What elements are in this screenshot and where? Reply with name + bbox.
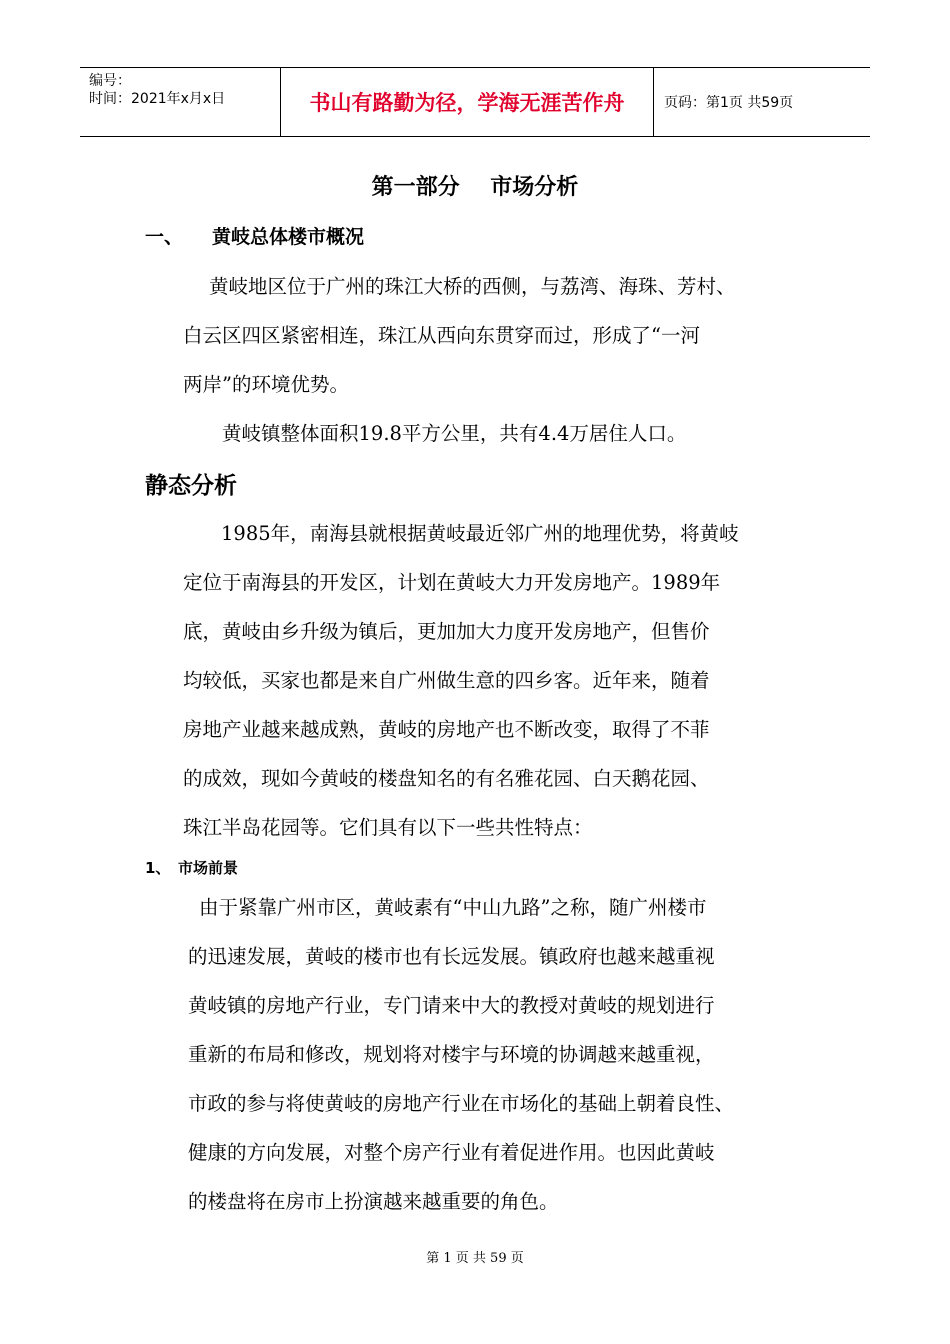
text-line: 黄岐镇的房地产行业，专门请来中大的教授对黄岐的规划进行 (188, 994, 715, 1017)
text-line: 房地产业越来越成熟，黄岐的房地产也不断改变，取得了不菲 (183, 718, 710, 741)
text-line: 市政的参与将使黄岐的房地产行业在市场化的基础上朝着良性、 (188, 1092, 735, 1115)
text-line: 黄岐地区位于广州的珠江大桥的西侧，与荔湾、海珠、芳村、 (209, 275, 736, 298)
text-line: 底，黄岐由乡升级为镇后，更加加大力度开发房地产，但售价 (183, 620, 710, 643)
section1-number: 一、 (145, 226, 184, 248)
text-line: 白云区四区紧密相连，珠江从西向东贯穿而过，形成了“一河 (183, 324, 700, 347)
section1-heading-text: 黄岐总体楼市概况 (212, 226, 365, 248)
header-meta (80, 68, 281, 136)
section3-heading (145, 857, 238, 878)
text-line: 健康的方向发展，对整个房产行业有着促进作用。也因此黄岐 (188, 1141, 715, 1164)
section3-heading-text: 市场前景 (178, 859, 239, 877)
text-line: 1985年，南海县就根据黄岐最近邻广州的地理优势，将黄岐 (221, 522, 739, 545)
section1-paragraph1 (183, 262, 833, 409)
text-line: 均较低，买家也都是来自广州做生意的四乡客。近年来，随着 (183, 669, 710, 692)
document-title: 第一部分 市场分析 (371, 175, 579, 200)
page-footer: 第 1 页 共 59 页 (426, 1251, 524, 1266)
page-header (80, 67, 870, 137)
text-line: 定位于南海县的开发区，计划在黄岐大力开发房地产。1989年 (183, 571, 721, 594)
text-line: 的迅速发展，黄岐的楼市也有长远发展。镇政府也越来越重视 (188, 945, 715, 968)
time-label: 时间：2021年x月x日 (89, 91, 226, 107)
text-line: 珠江半岛花园等。它们具有以下一些共性特点： (183, 816, 593, 839)
section1-heading (145, 222, 364, 249)
text-line: 的楼盘将在房市上扮演越来越重要的角色。 (188, 1190, 559, 1213)
code-label: 编号： (89, 73, 131, 89)
text-line: 的成效，现如今黄岐的楼盘知名的有名雅花园、白天鹅花园、 (183, 767, 710, 790)
header-motto: 书山有路勤为径，学海无涯苦作舟 (281, 68, 654, 136)
section3-number: 1、 (145, 859, 171, 877)
text-line: 两岸”的环境优势。 (183, 373, 349, 396)
text-line: 由于紧靠广州市区，黄岐素有“中山九路”之称，随广州楼市 (199, 896, 707, 919)
section2-heading: 静态分析 (145, 473, 237, 499)
text-line: 重新的布局和修改，规划将对楼宇与环境的协调越来越重视， (188, 1043, 715, 1066)
section3-paragraph (188, 883, 838, 1226)
section2-paragraph (183, 509, 833, 852)
header-page-code: 页码：第1页 共59页 (664, 95, 794, 111)
section1-paragraph2: 黄岐镇整体面积19.8平方公里，共有4.4万居住人口。 (222, 422, 687, 445)
